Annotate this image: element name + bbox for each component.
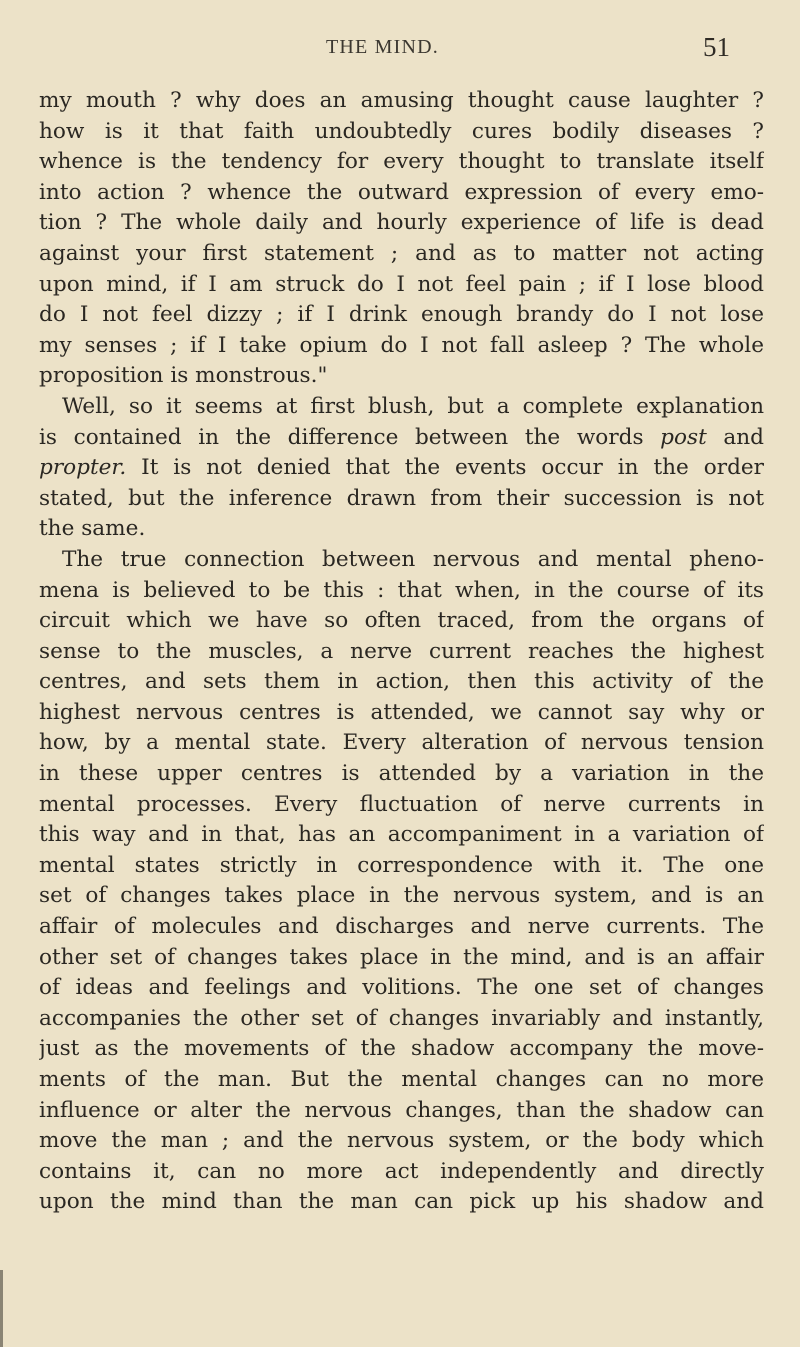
text-segment: set of changes takes place in the nervous system, and is an <box>39 883 764 909</box>
text-line <box>39 606 764 637</box>
text-line <box>39 1187 764 1218</box>
text-segment: mena is believed to be this : that when, in the course of its <box>39 577 764 603</box>
text-segment: Well, so it seems at first blush, but a complete explanation <box>62 393 764 419</box>
text-segment: stated, but the inference drawn from their succession is not <box>39 485 764 511</box>
italic-term: post <box>660 424 707 450</box>
text-segment: do I not feel dizzy ; if I drink enough brandy do I not lose <box>39 302 764 328</box>
text-line <box>39 423 764 454</box>
text-segment: ments of the man. But the mental changes can no more <box>39 1067 764 1092</box>
text-segment: my senses ; if I take opium do I not fall asleep ? The whole <box>39 332 764 358</box>
text-segment: this way and in that, has an accompaniment in a variation of <box>39 822 764 848</box>
text-segment: contains it, can no more act independently and directly <box>39 1158 764 1184</box>
text-segment: circuit which we have so often traced, from the organs of <box>39 608 764 634</box>
text-line <box>39 1157 764 1188</box>
text-line <box>39 1126 764 1157</box>
page-number: 51 <box>703 32 730 62</box>
text-line <box>39 331 764 362</box>
text-line <box>39 973 764 1004</box>
text-line <box>39 117 764 148</box>
text-line <box>39 1065 764 1096</box>
text-line <box>39 728 764 759</box>
text-segment: how is it that faith undoubtedly cures bodily diseases ? <box>39 118 764 144</box>
text-line <box>39 484 764 515</box>
text-segment: into action ? whence the outward expression of every emo- <box>39 179 764 205</box>
text-segment: centres, and sets them in action, then this activity of the <box>39 669 764 695</box>
text-line <box>39 361 764 392</box>
text-segment: how, by a mental state. Every alteration of nervous tension <box>39 730 764 756</box>
text-segment: accompanies the other set of changes invariably and instantly, <box>39 1005 764 1031</box>
text-segment: just as the movements of the shadow accompany the move- <box>39 1036 764 1062</box>
text-line <box>39 239 764 270</box>
text-segment: my mouth ? why does an amusing thought cause laughter ? <box>39 88 764 113</box>
text-segment: It is not denied that the events occur in the order <box>126 455 764 481</box>
text-segment: move the man ; and the nervous system, or the body which <box>39 1128 764 1154</box>
text-segment: in these upper centres is attended by a variation in the <box>39 761 764 787</box>
text-line <box>39 392 764 423</box>
body-text <box>39 86 764 1218</box>
text-segment: of ideas and feelings and volitions. The one set of changes <box>39 975 764 1001</box>
text-line <box>39 300 764 331</box>
text-segment: affair of molecules and discharges and nerve currents. The <box>39 914 764 940</box>
text-line <box>39 1096 764 1127</box>
text-line <box>39 698 764 729</box>
text-segment: The true connection between nervous and mental pheno- <box>62 546 764 572</box>
text-line <box>39 759 764 790</box>
text-segment: against your first statement ; and as to matter not acting <box>39 240 764 266</box>
text-line <box>39 851 764 882</box>
text-line <box>39 1004 764 1035</box>
text-line <box>39 637 764 668</box>
text-segment: sense to the muscles, a nerve current reaches the highest <box>39 638 764 664</box>
text-segment: mental states strictly in correspondence with it. The one <box>39 852 764 878</box>
text-segment: upon the mind than the man can pick up his shadow and <box>39 1189 764 1215</box>
text-line <box>39 667 764 698</box>
italic-term: propter. <box>39 455 127 481</box>
text-line <box>39 912 764 943</box>
text-segment: mental processes. Every fluctuation of nerve currents in <box>39 791 764 817</box>
text-segment: the same. <box>39 516 146 542</box>
text-line <box>39 820 764 851</box>
text-line <box>39 881 764 912</box>
text-line <box>39 1034 764 1065</box>
text-line <box>39 576 764 607</box>
text-segment: and <box>706 424 764 450</box>
text-segment: proposition is monstrous." <box>39 363 328 389</box>
text-line <box>39 514 764 545</box>
text-segment: other set of changes takes place in the mind, and is an affair <box>39 944 764 970</box>
text-segment: highest nervous centres is attended, we cannot say why or <box>39 699 764 725</box>
text-line <box>39 545 764 576</box>
text-line <box>39 86 764 117</box>
text-line <box>39 453 764 484</box>
text-segment: influence or alter the nervous changes, than the shadow can <box>39 1097 764 1123</box>
text-segment: tion ? The whole daily and hourly experience of life is dead <box>39 210 764 236</box>
text-line <box>39 208 764 239</box>
running-title: THE MIND. <box>326 36 440 58</box>
text-segment: upon mind, if I am struck do I not feel pain ; if I lose blood <box>39 271 764 297</box>
text-line <box>39 270 764 301</box>
text-segment: whence is the tendency for every thought to translate itself <box>39 149 764 175</box>
text-line <box>39 943 764 974</box>
text-line <box>39 147 764 178</box>
running-head <box>0 34 800 74</box>
page-edge-shadow <box>0 1270 3 1347</box>
text-line <box>39 790 764 821</box>
text-segment: is contained in the difference between the words <box>39 424 661 450</box>
text-line <box>39 178 764 209</box>
